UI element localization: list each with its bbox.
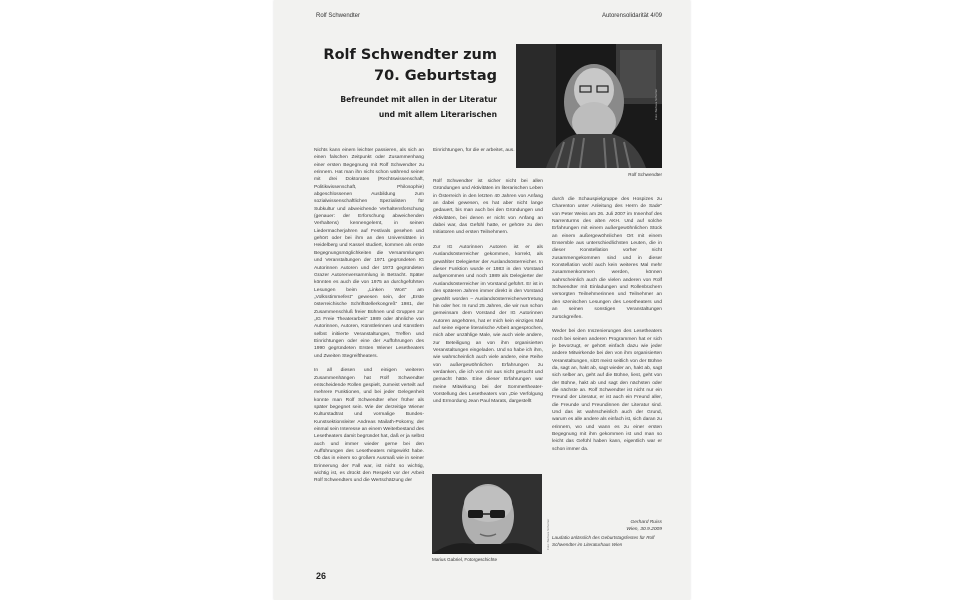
running-header-right: Autorensolidarität 4/09 — [601, 13, 662, 19]
signature-place-date: Wien, 30.9.2009 — [626, 527, 662, 532]
body-column-3 — [552, 196, 662, 516]
paragraph: Zur IG Autorinnen Autoren ist er als Auslandsösterreicher gekommen, korrekt, als gewählter Delegierter der Auslandsösterreicher. In dieser Funktion wurde er 1983 in den Vorstand aufgenommen und noch 1989 als Delegierter der Auslandsösterreicher im Vorstand geführt. Er ist in den späteren Jahren immer direkt in den Vorstand gewählt worden – Auslandsösterreichervertretung hin oder her. In rund 25 Jahren, die wir nun schon gemeinsam dem Vorstand der IG Autorinnen Autoren angehören, hat er mich kein einziges Mal auf seine eigene literarische Arbeit angesprochen, mich aber unzählige Male, wie auch viele andere, zur Beteiligung an von ihm organisierten Veranstaltungen eingeladen. Und so habe ich ihm, wie wahrscheinlich auch viele andere, eine Reihe von außergewöhnlichen Erfahrungen zu verdanken, die ich von mir aus nicht gesucht und gemacht hätte. Eine dieser Erfahrungen war meine Mitwirkung bei der Sommertheater-Vorstellung des Lesetheaters von „Die Verfolgung und Ermordung Jean Paul Marats, dargestellt — [433, 245, 543, 405]
running-header-left: Rolf Schwendter — [316, 13, 361, 19]
portrait-photo-marius-gabriel — [432, 474, 542, 554]
page-number: 26 — [316, 571, 327, 581]
subtitle-line-1: Befreundet mit allen in der Literatur — [340, 95, 497, 104]
title-line-2: 70. Geburtstag — [374, 68, 497, 84]
author-signature: Gerhard Ruiss — [630, 520, 662, 525]
body-column-2-top — [433, 147, 515, 161]
paragraph: Rolf Schwendter ist sicher nicht bei allen Gründungen und Aktivitäten im literarischen Leben in Österreich in den letzten 40 Jahren von Anfang an dabei gewesen, es hat aber nicht lange gedauert, bis man auch bei den Gründungen und Aktivitäten, bei denen er nicht von Anfang an dabei war, das Gefühl hatte, er gehöre zu den Initiatoren und ersten Teilnehmern. — [433, 179, 543, 236]
paragraph: Nichts kann einem leichter passieren, als sich an einen falschen Zeitpunkt oder Zusammenhang einer ersten Begegnung mit Rolf Schwendter zu erinnern. Hat man ihn nicht schon während seiner mit drei Doktoraten (Rechtswissenschaft, Politikwissenschaft, Philosophie) abgeschlossenen Ausbildung zum sozialwissenschaftlichen Spezialisten für Subkultur und abweichende Verhaltensforschung (genauer: der Erforschung abweichenden Verhaltens) kennengelernt, in seinen Liedermacherjahren auf Festivals gesehen und gehört oder bei ihm an den Universitäten in Heidelberg und Kassel studiert, kommen als erste Begegnungsmöglichkeiten die Versammlungen und Veranstaltungen der 1971 gegründeten IG Autorinnen Autoren und der 1973 gegründeten Grazer Autorenversammlung in Betracht. Später könnten es auch die von 1975 an durchgeführten Lesungen beim „Linken Wort" am „Volksstimmefest" gewesen sein, der „Erste österreichische Schriftstellerkongreß" 1981, der Zusammenschluß freier Bühnen und Gruppen zur „IG Freie Theaterarbeit" 1989 oder ähnliche von Autorinnen, Autoren, Künstlerinnen und Künstlern selbst initiierte Veranstaltungen, Treffen und Einrichtungen oder eine der Aufführungen des 1990 gegründeten Ersten Wiener Lesetheaters und Zweiten Stegreiftheaters. — [314, 148, 424, 359]
body-column-1 — [314, 147, 424, 559]
magazine-page — [274, 0, 690, 600]
portrait-photo-rolf-schwendter — [516, 44, 662, 168]
photo-credit-top: Foto: Barbara Schemer — [654, 88, 658, 120]
article-subtitle — [314, 92, 497, 122]
subtitle-line-2: und mit allem Literarischen — [378, 110, 497, 119]
paragraph: Weder bei den Inszenierungen des Lesetheaters noch bei seinen anderen Programmen hat er sich je bevorzugt, er gehört einfach dazu wie jeder andere Mitwirkende bei den von ihm organisierten Veranstaltungen, sitzt meist seitlich von der Bühne da, sagt an, hakt ab, sagt wieder an, hakt ab, sagt sich selber an, geht auf die Bühne, liest, geht von der Bühne, hakt ab und sagt den nächsten oder die nächste an. Rolf Schwendter ist nicht nur ein Freund der Literatur, er ist auch ein Freund aller, die Freunde und Freundinnen der Literatur sind. Und das ist wahrscheinlich auch der Grund, warum es alle andere als einfach ist, sich daran zu erinnern, wo und wann es zu einer ersten Begegnung mit ihm gekommen ist und man so leicht das Gefühl haben kann, eigentlich war er schon immer da. — [552, 329, 662, 452]
photo-caption-top: Rolf Schwendter — [628, 172, 662, 177]
body-column-2 — [433, 178, 543, 468]
paragraph: In all diesen und einigen weiteren Zusammenhängen hat Rolf Schwendter entscheidende Rollen gespielt, zumeist verteilt auf mehrere Funktionen, und bei jeder Gelegenheit konnte man Rolf Schwendter eher früher als später begegnet sein. Wie der derzeitige Wiener Kulturstadtrat und vormalige Bundes-Kunstsektionsleiter Andreas Mailath-Pokorny, der einmal sein Interesse an einem Weiterbestand des Lesetheaters damit begründet hat, daß er ja selbst auch und immer wieder gerne bei den Aufführungen des Lesetheaters mitgewirkt habe. Ob das in einem so großem Ausmaß wie in seiner Erinnerung der Fall war, ist nicht so wichtig, wichtig ist, es drückt den Respekt vor der Arbeit Rolf Schwendters und die Wertschätzung der — [314, 368, 424, 484]
paragraph: durch die Schauspielgruppe des Hospizes zu Charenton unter Anleitung des Herrn de Sade" von Peter Weiss am 26. Juli 2007 im Innenhof des Narrenturms des alten AKH. Und auf solche Erfahrungen mit einem außergewöhnlichen Stück an einem außergewöhnlichen Ort mit einem Ensemble aus unterschiedlichsten Leuten, die in dieser Konstellation vorher nicht zusammengekommen sind und in dieser Konstellation wohl auch kein weiteres Mal mehr zusammenkommen werden, können wahrscheinlich auch die vielen anderen von Rolf Schwendter mit Einladungen und Rollenbüchern versorgten Teilnehmerinnen und Teilnehmer an den szenischen Lesungen des Lesetheaters und an seinen sonstigen Veranstaltungen zurückgreifen. — [552, 197, 662, 320]
photo-credit-bottom: Foto: Barbara Schemer — [546, 518, 550, 550]
title-line-1: Rolf Schwendter zum — [323, 47, 497, 63]
photo-caption-bottom: Marius Gabriel, Fotorgeschichte — [432, 557, 498, 562]
article-title — [314, 45, 497, 87]
laudatio-note: Laudatio anlässlich des Geburtstagsfestes für Rolf Schwendter im Literaturhaus Wien — [552, 535, 655, 547]
paragraph: Einrichtungen, für die er arbeitet, aus. — [433, 148, 515, 153]
